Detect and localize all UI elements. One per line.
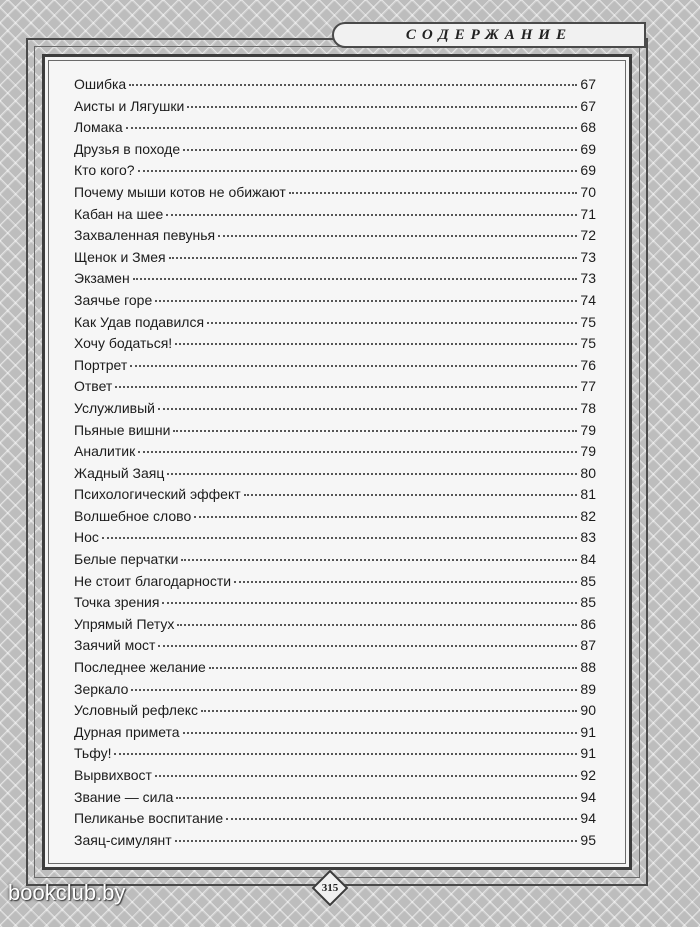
toc-entry xyxy=(74,832,596,854)
toc-entry-title: Вырвихвост xyxy=(74,767,152,783)
header-banner xyxy=(332,22,646,48)
dot-leader xyxy=(102,537,578,539)
toc-entry-page: 87 xyxy=(580,637,596,654)
toc-entry-title: Ломака xyxy=(74,119,123,136)
toc-entry-title: Волшебное слово xyxy=(74,507,192,524)
toc-entry-title: Заяц-симулянт xyxy=(74,831,172,848)
toc-entry xyxy=(74,637,596,659)
toc-entry-page: 85 xyxy=(580,594,596,611)
toc-entry-title: Точка зрения xyxy=(74,594,160,611)
dot-leader xyxy=(129,84,577,86)
toc-entry xyxy=(74,486,596,508)
dot-leader xyxy=(169,257,578,259)
toc-entry-page: 67 xyxy=(580,97,596,114)
dot-leader xyxy=(201,710,577,712)
toc-entry-title: Кто кого? xyxy=(74,162,135,179)
dot-leader xyxy=(226,818,577,820)
toc-entry-page: 91 xyxy=(580,745,596,762)
toc-entry-page: 74 xyxy=(580,291,596,308)
toc-entry-page: 85 xyxy=(580,572,596,589)
toc-entry-title: Условный рефлекс xyxy=(74,702,199,719)
toc-entry xyxy=(74,789,596,811)
toc-entry-title: Заячье горе xyxy=(74,291,153,308)
toc-entry-title: Белые перчатки xyxy=(74,551,179,568)
toc-entry-title: Не стоит благодарности xyxy=(74,572,232,589)
toc-entry-title: Хочу бодаться! xyxy=(74,335,173,352)
toc-entry-title: Психологический эффект xyxy=(74,486,241,503)
toc-entry-page: 86 xyxy=(580,615,596,632)
dot-leader xyxy=(167,473,577,475)
toc-entry xyxy=(74,681,596,703)
toc-entry-title: Звание — сила xyxy=(74,788,174,805)
toc-entry-title: Аналитик xyxy=(74,443,136,460)
toc-entry xyxy=(74,141,596,163)
toc-entry-title: Тьфу! xyxy=(74,745,112,762)
toc-entry xyxy=(74,162,596,184)
toc-entry xyxy=(74,206,596,228)
toc-entry xyxy=(74,357,596,379)
toc-entry xyxy=(74,270,596,292)
dot-leader xyxy=(234,581,577,583)
dot-leader xyxy=(207,322,577,324)
toc-entry-page: 70 xyxy=(580,183,596,200)
toc-entry-page: 89 xyxy=(580,680,596,697)
toc-entry xyxy=(74,659,596,681)
toc-entry xyxy=(74,810,596,832)
page-number-badge xyxy=(314,872,346,904)
page-title: СОДЕРЖАНИЕ xyxy=(405,26,573,43)
toc-entry-page: 69 xyxy=(580,162,596,179)
dot-leader xyxy=(155,300,577,302)
dot-leader xyxy=(175,840,578,842)
toc-entry-page: 73 xyxy=(580,248,596,265)
toc-entry-page: 83 xyxy=(580,529,596,546)
toc-entry-title: Заячий мост xyxy=(74,637,156,654)
toc-entry-page: 67 xyxy=(580,76,596,92)
toc-entry xyxy=(74,335,596,357)
dot-leader xyxy=(183,732,578,734)
toc-entry xyxy=(74,249,596,271)
toc-entry-page: 69 xyxy=(580,140,596,157)
dot-leader xyxy=(244,494,578,496)
toc-entry-page: 92 xyxy=(580,767,596,783)
toc-entry xyxy=(74,551,596,573)
toc-entry-page: 88 xyxy=(580,659,596,676)
toc-entry xyxy=(74,767,596,789)
toc-entry-title: Аисты и Лягушки xyxy=(74,97,185,114)
dot-leader xyxy=(209,667,578,669)
toc-entry-title: Кабан на шее xyxy=(74,205,164,222)
toc-entry-page: 94 xyxy=(580,788,596,805)
toc-entry xyxy=(74,184,596,206)
toc-entry xyxy=(74,227,596,249)
toc-entry-page: 79 xyxy=(580,421,596,438)
dot-leader xyxy=(175,343,577,345)
toc-entry xyxy=(74,422,596,444)
toc-entry-title: Услужливый xyxy=(74,399,155,416)
toc-entry-title: Ошибка xyxy=(74,76,127,92)
dot-leader xyxy=(126,127,578,129)
toc-entry-page: 78 xyxy=(580,399,596,416)
toc-entry-title: Портрет xyxy=(74,356,128,373)
toc-entry-page: 94 xyxy=(580,810,596,827)
table-of-contents xyxy=(74,76,596,853)
toc-entry xyxy=(74,745,596,767)
dot-leader xyxy=(289,192,578,194)
dot-leader xyxy=(131,689,577,691)
toc-entry-page: 76 xyxy=(580,356,596,373)
toc-entry xyxy=(74,529,596,551)
dot-leader xyxy=(183,149,577,151)
dot-leader xyxy=(194,516,577,518)
toc-entry xyxy=(74,292,596,314)
toc-entry xyxy=(74,119,596,141)
watermark: bookclub.by xyxy=(8,880,126,905)
toc-entry-page: 79 xyxy=(580,443,596,460)
toc-entry xyxy=(74,443,596,465)
toc-entry-page: 72 xyxy=(580,227,596,244)
toc-entry-title: Экзамен xyxy=(74,270,130,287)
toc-entry-title: Пьяные вишни xyxy=(74,421,171,438)
toc-entry-title: Пеликанье воспитание xyxy=(74,810,224,827)
toc-entry-title: Захваленная певунья xyxy=(74,227,216,244)
toc-entry-page: 71 xyxy=(580,205,596,222)
toc-entry-page: 95 xyxy=(580,831,596,848)
toc-entry-title: Ответ xyxy=(74,378,113,395)
dot-leader xyxy=(158,645,577,647)
dot-leader xyxy=(166,214,577,216)
toc-entry-title: Нос xyxy=(74,529,99,546)
toc-entry-page: 82 xyxy=(580,507,596,524)
toc-entry-page: 75 xyxy=(580,335,596,352)
dot-leader xyxy=(173,430,577,432)
toc-entry-title: Жадный Заяц xyxy=(74,464,165,481)
dot-leader xyxy=(130,365,577,367)
dot-leader xyxy=(138,451,577,453)
toc-entry-page: 90 xyxy=(580,702,596,719)
toc-entry-page: 91 xyxy=(580,723,596,740)
dot-leader xyxy=(162,602,577,604)
toc-entry xyxy=(74,76,596,98)
toc-entry-title: Дурная примета xyxy=(74,723,180,740)
toc-entry xyxy=(74,314,596,336)
toc-entry-title: Щенок и Змея xyxy=(74,248,166,265)
toc-entry-title: Как Удав подавился xyxy=(74,313,205,330)
dot-leader xyxy=(176,797,577,799)
dot-leader xyxy=(181,559,577,561)
page-number: 315 xyxy=(321,882,339,894)
dot-leader xyxy=(115,386,577,388)
toc-entry xyxy=(74,508,596,530)
toc-entry xyxy=(74,724,596,746)
toc-entry xyxy=(74,616,596,638)
toc-entry-page: 77 xyxy=(580,378,596,395)
toc-entry-page: 75 xyxy=(580,313,596,330)
toc-entry xyxy=(74,465,596,487)
toc-entry xyxy=(74,378,596,400)
toc-entry xyxy=(74,98,596,120)
dot-leader xyxy=(133,278,578,280)
dot-leader xyxy=(155,775,577,777)
toc-entry xyxy=(74,594,596,616)
toc-entry-title: Почему мыши котов не обижают xyxy=(74,183,286,200)
toc-entry-title: Упрямый Петух xyxy=(74,615,175,632)
toc-entry-page: 73 xyxy=(580,270,596,287)
dot-leader xyxy=(114,753,577,755)
toc-entry-page: 81 xyxy=(580,486,596,503)
toc-entry-page: 84 xyxy=(580,551,596,568)
toc-entry-title: Последнее желание xyxy=(74,659,206,676)
dot-leader xyxy=(158,408,577,410)
toc-entry-page: 68 xyxy=(580,119,596,136)
dot-leader xyxy=(187,106,577,108)
toc-entry-title: Друзья в походе xyxy=(74,140,181,157)
dot-leader xyxy=(138,170,578,172)
toc-entry-page: 80 xyxy=(580,464,596,481)
dot-leader xyxy=(218,235,577,237)
toc-entry xyxy=(74,702,596,724)
toc-entry xyxy=(74,573,596,595)
toc-entry-title: Зеркало xyxy=(74,680,129,697)
dot-leader xyxy=(177,624,577,626)
toc-entry xyxy=(74,400,596,422)
